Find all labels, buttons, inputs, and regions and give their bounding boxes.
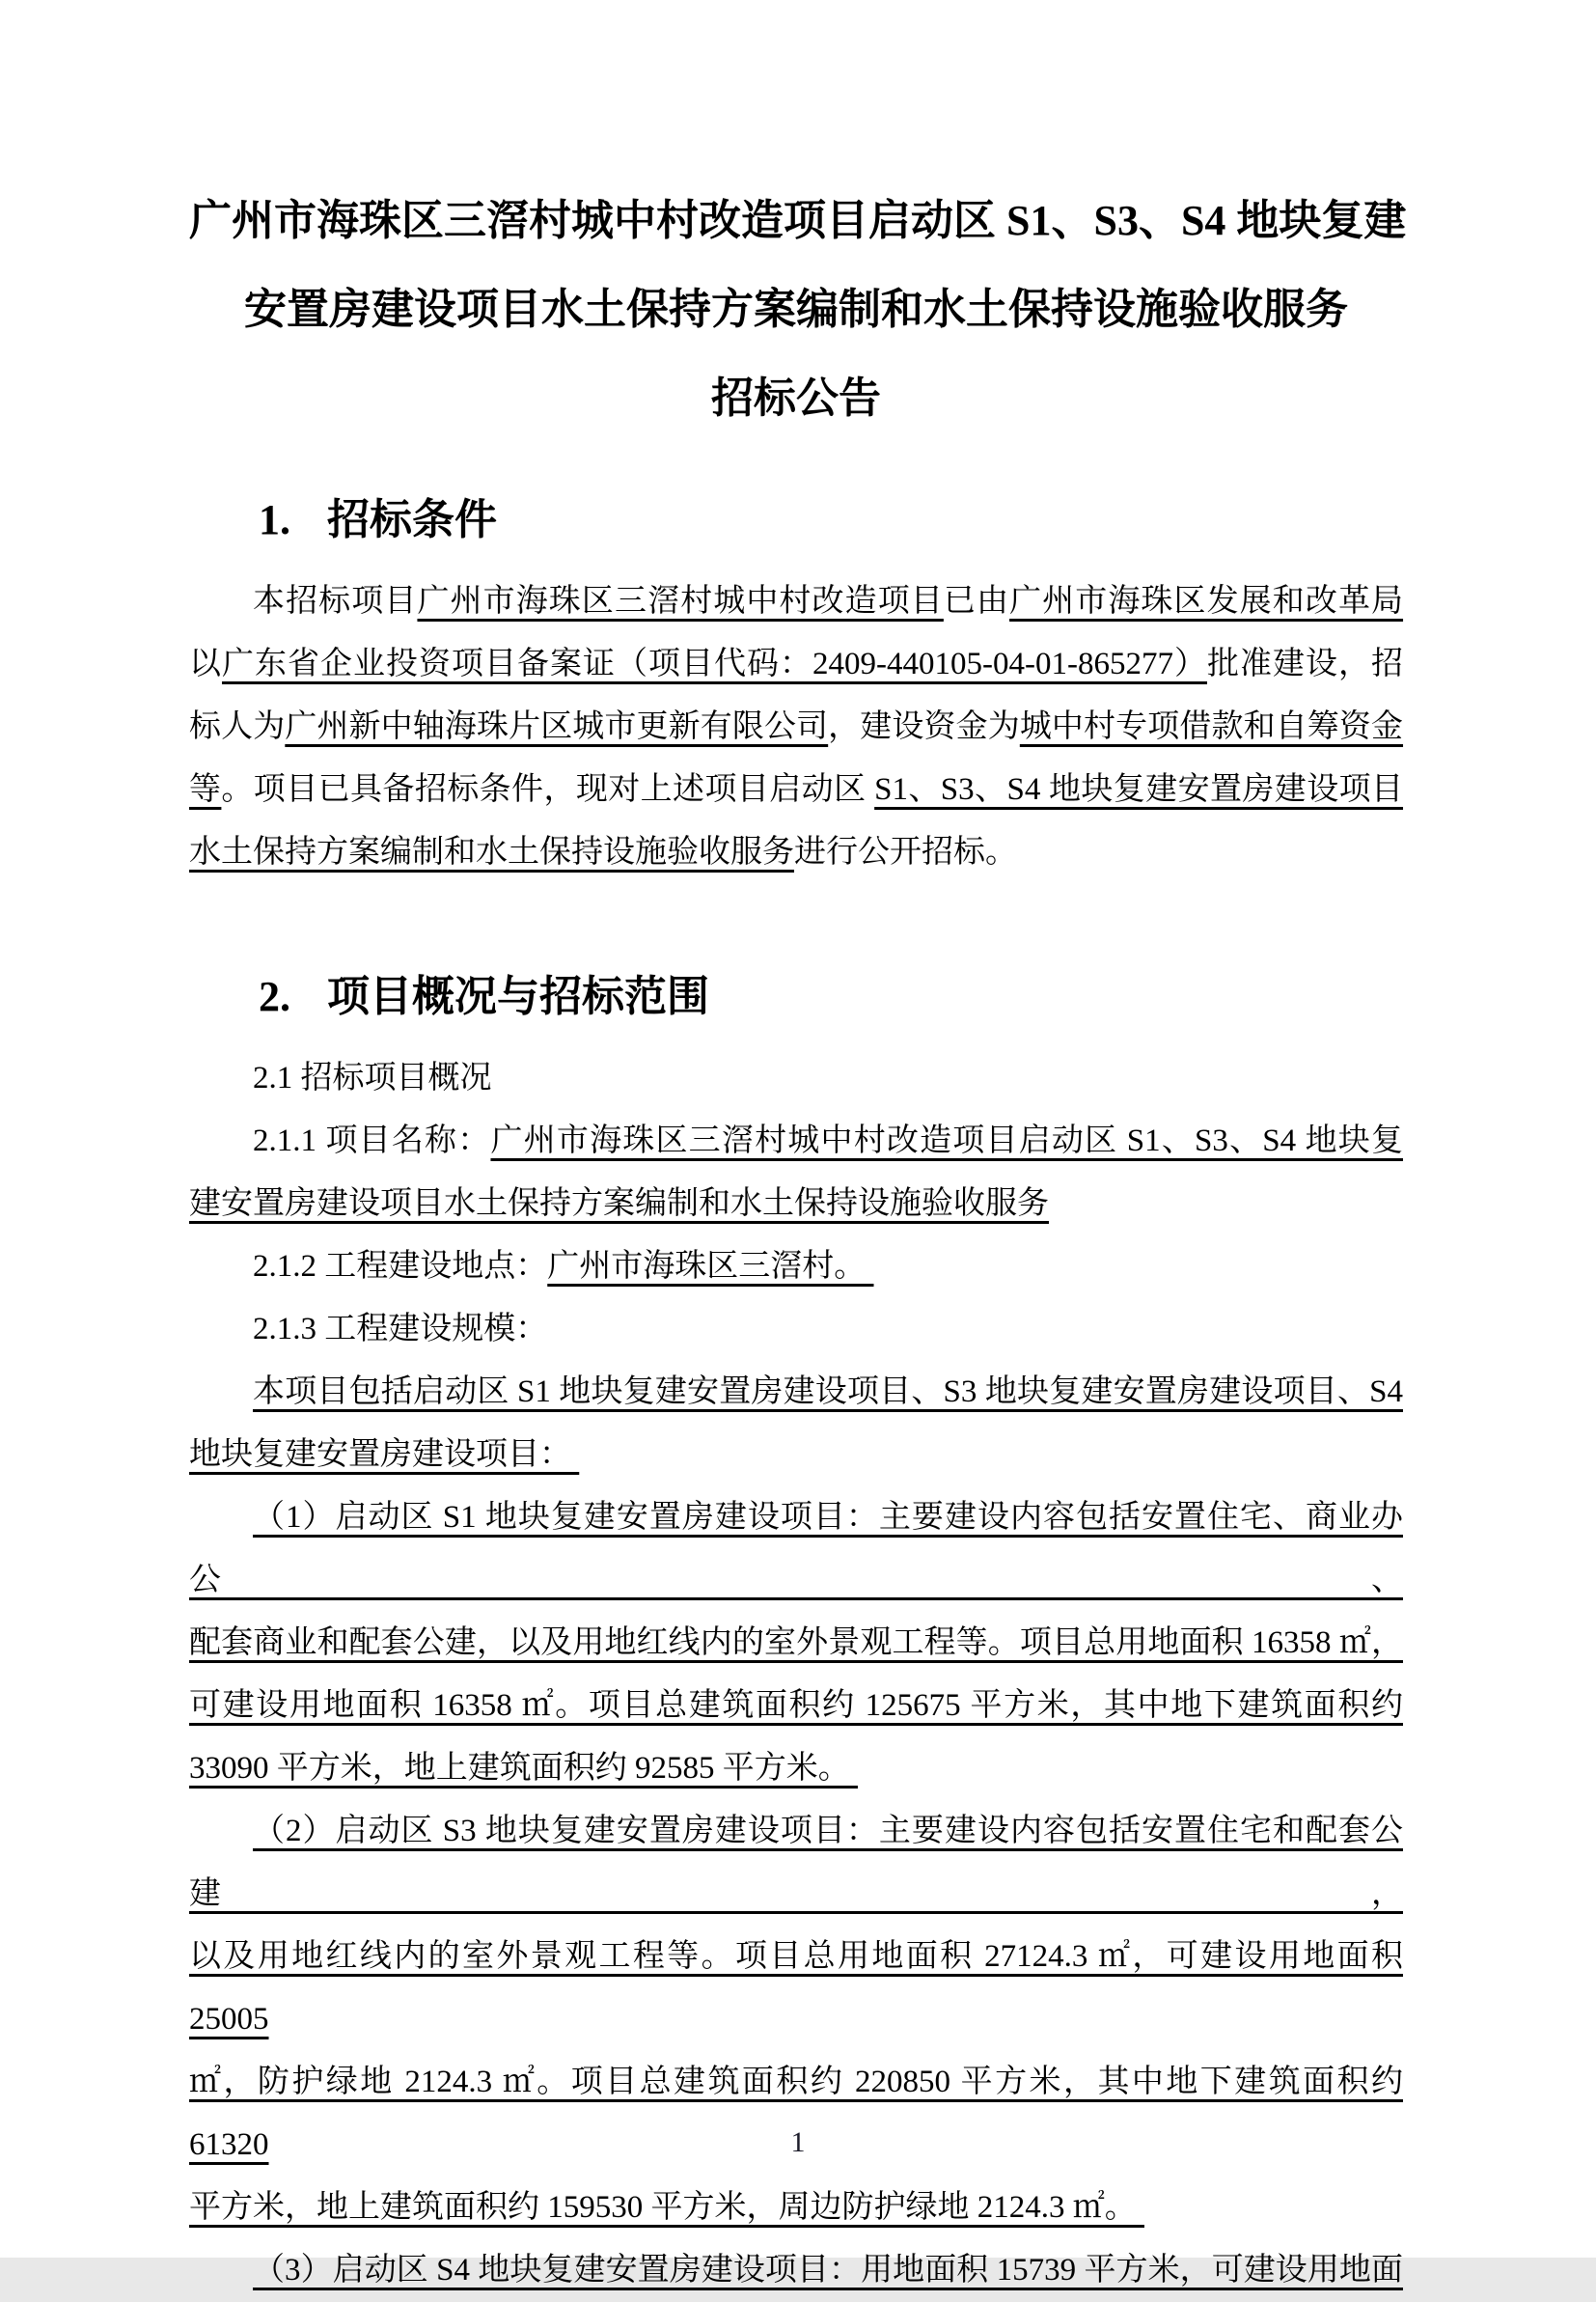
plain-text: 以 (189, 647, 223, 681)
section-heading (189, 491, 1403, 549)
underlined-text: 广东省企业投资项目备案证（项目代码：2409-440105-04-01-865277） (222, 647, 1207, 681)
text-line (189, 2239, 1403, 2302)
document-title (189, 177, 1407, 443)
title-line-1: 广州市海珠区三滘村城中村改造项目启动区 S1、S3、S4 地块复建 (189, 197, 1407, 244)
paragraph (189, 1361, 1403, 1486)
plain-text: 已由 (943, 584, 1010, 619)
underlined-text: 33090 平方米，地上建筑面积约 92585 平方米。 (189, 1751, 858, 1786)
underlined-text: 广州市海珠区三滘村城中村改造项目 (417, 584, 944, 619)
underlined-text: ㎡，防护绿地 2124.3 ㎡。项目总建筑面积约 220850 平方米，其中地下建筑面积约 61320 (189, 2065, 1403, 2162)
paragraph (189, 1486, 1403, 1800)
plain-text: 2.1.3 工程建设规模： (253, 1312, 548, 1346)
underlined-text: 本项目包括启动区 S1 地块复建安置房建设项目、S3 地块复建安置房建设项目、S4 (253, 1374, 1403, 1409)
underlined-text: 广州市海珠区发展和改革局 (1009, 584, 1404, 619)
page-number: 1 (790, 2126, 806, 2158)
section-label: 项目概况与招标范围 (327, 973, 709, 1020)
text-line (189, 2177, 1403, 2239)
underlined-text: 水土保持方案编制和水土保持设施验收服务 (189, 835, 794, 870)
underlined-text: 广州市海珠区三滘村。 (547, 1249, 874, 1284)
underlined-text: 配套商业和配套公建，以及用地红线内的室外景观工程等。项目总用地面积 16358 ㎡， (189, 1625, 1403, 1660)
text-line (189, 570, 1403, 633)
underlined-text: 平方米，地上建筑面积约 159530 平方米，周边防护绿地 2124.3 ㎡。 (189, 2190, 1144, 2225)
paragraph (189, 1800, 1403, 2239)
underlined-text: （3）启动区 S4 地块复建安置房建设项目：用地面积 15739 平方米，可建设用地面 (253, 2253, 1403, 2288)
paragraph (189, 570, 1403, 884)
paragraph (189, 1047, 1403, 1110)
document-body (189, 491, 1403, 2302)
text-line (189, 1110, 1403, 1173)
text-line (189, 1737, 1403, 1800)
text-line (189, 1486, 1403, 1612)
paragraph (189, 1298, 1403, 1361)
underlined-text: 建安置房建设项目水土保持方案编制和水土保持设施验收服务 (189, 1186, 1049, 1221)
underlined-text: 以及用地红线内的室外景观工程等。项目总用地面积 27124.3 ㎡，可建设用地面积 25005 (189, 1939, 1403, 2037)
text-line (189, 821, 1403, 884)
title-line-2: 安置房建设项目水土保持方案编制和水土保持设施验收服务 (244, 286, 1348, 333)
plain-text: 2.1.2 工程建设地点： (253, 1249, 548, 1284)
text-line (189, 1235, 1403, 1298)
underlined-text: （2）启动区 S3 地块复建安置房建设项目：主要建设内容包括安置住宅和配套公建， (189, 1814, 1403, 1911)
underlined-text: 广州市海珠区三滘村城中村改造项目启动区 S1、S3、S4 地块复 (490, 1123, 1403, 1158)
plain-text: 2.1.1 项目名称： (253, 1123, 491, 1158)
underlined-text: 地块复建安置房建设项目： (189, 1437, 580, 1472)
section-heading (189, 968, 1403, 1026)
underlined-text: 城中村专项借款和自筹资金 (1019, 709, 1404, 744)
text-line (189, 759, 1403, 821)
text-line (189, 1361, 1403, 1424)
underlined-text: 可建设用地面积 16358 ㎡。项目总建筑面积约 125675 平方米，其中地下建筑面积约 (189, 1688, 1403, 1723)
plain-text: ，建设资金为 (828, 709, 1020, 744)
text-line (189, 1424, 1403, 1486)
text-line (189, 1047, 1403, 1110)
section-label: 招标条件 (327, 496, 497, 543)
paragraph (189, 2239, 1403, 2302)
text-line (189, 1926, 1403, 2051)
plain-text: 标人为 (189, 709, 286, 744)
document-content (189, 0, 1407, 2302)
text-line (189, 1675, 1403, 1737)
text-line (189, 1800, 1403, 1926)
plain-text: 进行公开招标。 (794, 835, 1017, 870)
underlined-text: 广州新中轴海珠片区城市更新有限公司 (285, 709, 829, 744)
underlined-text: （1）启动区 S1 地块复建安置房建设项目：主要建设内容包括安置住宅、商业办公、 (189, 1500, 1403, 1597)
paragraph (189, 1110, 1403, 1235)
section-number: 1. (259, 496, 290, 543)
text-line (189, 696, 1403, 759)
text-line (189, 1298, 1403, 1361)
underlined-text: S1、S3、S4 地块复建安置房建设项目 (874, 772, 1404, 807)
text-line (189, 1173, 1403, 1235)
plain-text: 2.1 招标项目概况 (253, 1061, 492, 1096)
text-line (189, 1612, 1403, 1675)
plain-text: 批准建设，招 (1207, 647, 1404, 681)
plain-text: 。项目已具备招标条件，现对上述项目启动区 (221, 772, 875, 807)
plain-text: 本招标项目 (253, 584, 418, 619)
section-number: 2. (259, 973, 290, 1020)
paragraph (189, 1235, 1403, 1298)
title-line-3: 招标公告 (711, 374, 881, 422)
underlined-text: 等 (189, 772, 222, 807)
text-line (189, 633, 1403, 696)
